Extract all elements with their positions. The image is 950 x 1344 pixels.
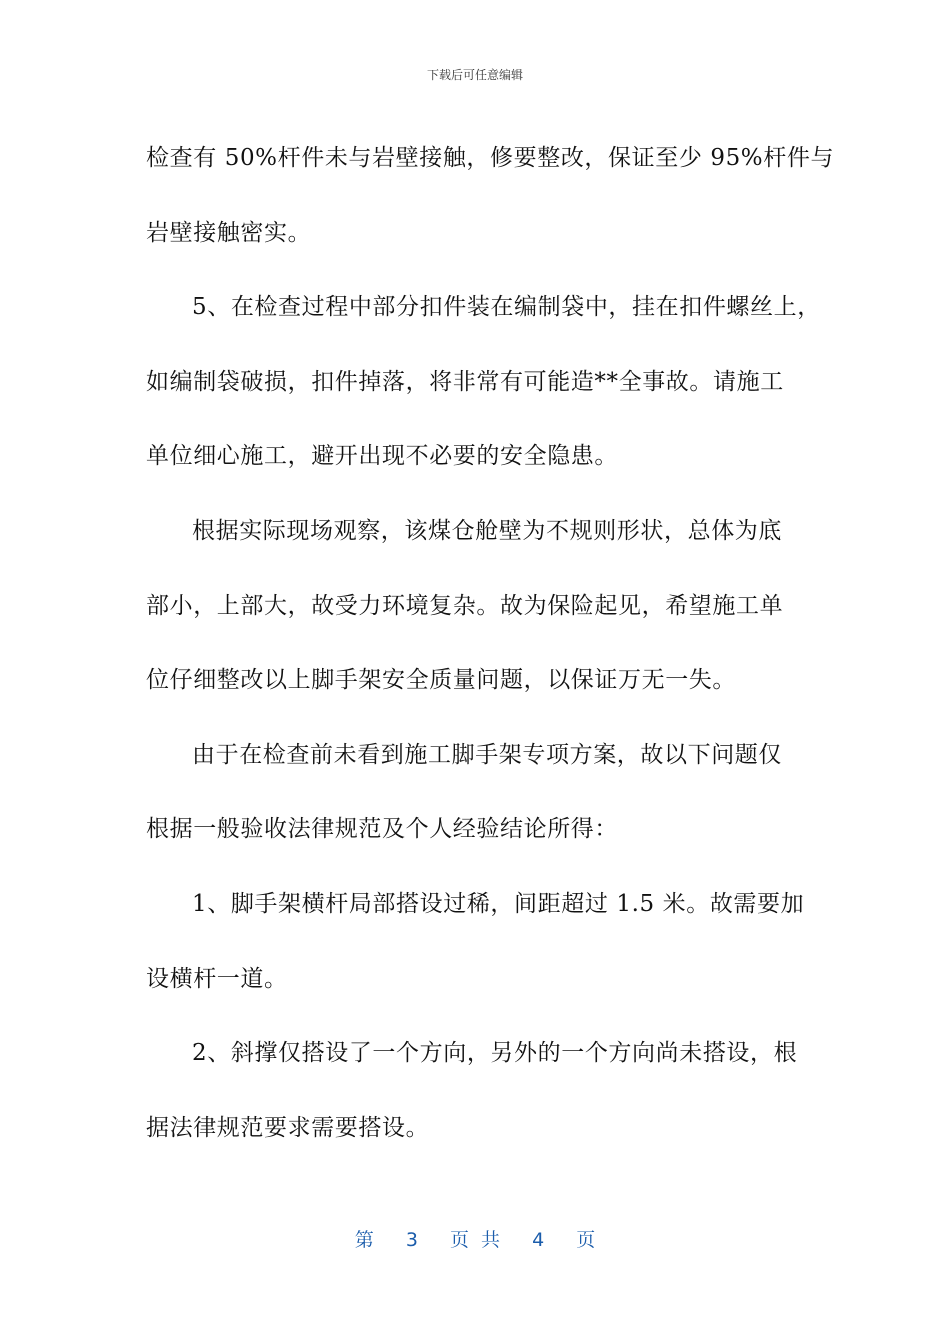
footer-total-pages: 4 <box>532 1229 545 1251</box>
body-line: 根据实际现场观察，该煤仓舱壁为不规则形状，总体为底 <box>192 517 782 544</box>
document-body <box>146 121 835 1165</box>
body-line: 1、脚手架横杆局部搭设过稀，间距超过 1.5 米。故需要加 <box>192 890 805 917</box>
footer-page-label: 第 <box>354 1229 374 1251</box>
body-line: 岩壁接触密实。 <box>146 219 312 246</box>
body-line: 单位细心施工，避开出现不必要的安全隐患。 <box>146 443 618 470</box>
page-footer <box>0 1225 950 1252</box>
body-line: 据法律规范要求需要搭设。 <box>146 1114 430 1141</box>
footer-current-page: 3 <box>405 1229 418 1251</box>
body-line: 如编制袋破损，扣件掉落，将非常有可能造**全事故。请施工 <box>146 368 784 395</box>
header-note: 下载后可任意编辑 <box>426 68 523 82</box>
body-line: 检查有 50%杆件未与岩壁接触，修要整改，保证至少 95%杆件与 <box>146 145 835 171</box>
body-line: 根据一般验收法律规范及个人经验结论所得： <box>146 816 618 843</box>
body-line: 部小，上部大，故受力环境复杂。故为保险起见，希望施工单 <box>146 592 784 619</box>
body-line: 位仔细整改以上脚手架安全质量问题，以保证万无一失。 <box>146 667 736 694</box>
body-line: 2、斜撑仅搭设了一个方向，另外的一个方向尚未搭设，根 <box>192 1040 798 1067</box>
body-line: 设横杆一道。 <box>146 965 288 992</box>
body-line: 由于在检查前未看到施工脚手架专项方案，故以下问题仅 <box>192 741 782 768</box>
footer-total-label: 页 共 <box>449 1229 501 1251</box>
footer-end-label: 页 <box>576 1229 596 1251</box>
body-line: 5、在检查过程中部分扣件装在编制袋中，挂在扣件螺丝上， <box>192 294 821 321</box>
